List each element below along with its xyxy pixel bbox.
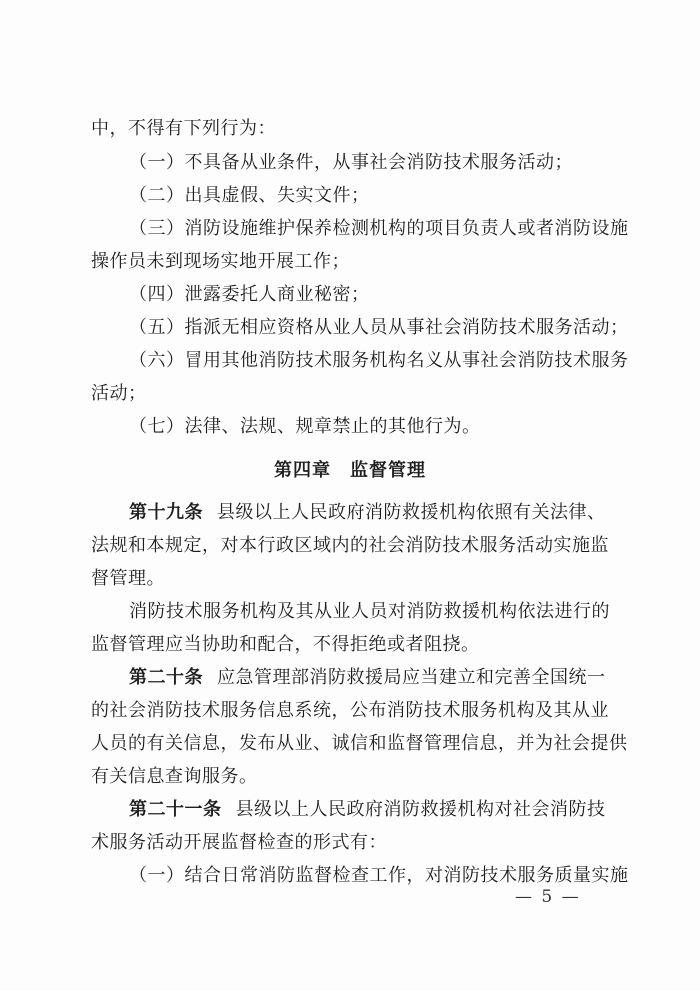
article-20-label: 第二十条 — [129, 667, 203, 688]
article-21-first-line — [129, 799, 649, 821]
list-item-7: （七）法律、法规、规章禁止的其他行为。 — [129, 416, 481, 437]
chapter-heading: 第四章 监督管理 — [274, 460, 426, 481]
page-number: — 5 — — [515, 887, 581, 907]
article-21-item-1: （一）结合日常消防监督检查工作，对消防技术服务质量实施 — [129, 865, 629, 886]
list-item-2: （二）出具虚假、失实文件； — [129, 185, 370, 206]
article-20-line-4: 有关信息查询服务。 — [91, 766, 258, 787]
article-19-line-2: 法规和本规定，对本行政区域内的社会消防技术服务活动实施监 — [91, 535, 609, 556]
list-item-4: （四）泄露委托人商业秘密； — [129, 284, 370, 305]
paragraph-line-1: 消防技术服务机构及其从业人员对消防救援机构依法进行的 — [129, 601, 610, 622]
article-19-first-line — [129, 502, 649, 524]
article-20-text: 应急管理部消防救援局应当建立和完善全国统一 — [217, 667, 606, 688]
article-19-line-3: 督管理。 — [91, 568, 165, 589]
list-item-3: （三）消防设施维护保养检测机构的项目负责人或者消防设施 — [129, 218, 629, 239]
list-item-5: （五）指派无相应资格从业人员从事社会消防技术服务活动； — [129, 317, 629, 338]
text-line: 中，不得有下列行为： — [91, 118, 276, 139]
article-20-line-3: 人员的有关信息，发布从业、诚信和监督管理信息，并为社会提供 — [91, 733, 628, 754]
list-item-1: （一）不具备从业条件，从事社会消防技术服务活动； — [129, 152, 573, 173]
article-21-line-2: 术服务活动开展监督检查的形式有： — [91, 832, 387, 853]
list-item-6: （六）冒用其他消防技术服务机构名义从事社会消防技术服务 — [129, 350, 629, 371]
article-19-label: 第十九条 — [129, 502, 203, 523]
article-20-line-2: 的社会消防技术服务信息系统，公布消防技术服务机构及其从业 — [91, 700, 609, 721]
list-item-3-continued: 操作员未到现场实地开展工作； — [91, 251, 350, 272]
paragraph-line-2: 监督管理应当协助和配合，不得拒绝或者阻挠。 — [91, 634, 480, 655]
article-21-text: 县级以上人民政府消防救援机构对社会消防技 — [235, 799, 606, 820]
article-21-label: 第二十一条 — [129, 799, 222, 820]
article-19-text: 县级以上人民政府消防救援机构依照有关法律、 — [217, 502, 606, 523]
article-20-first-line — [129, 667, 649, 689]
list-item-6-continued: 活动； — [91, 383, 147, 404]
